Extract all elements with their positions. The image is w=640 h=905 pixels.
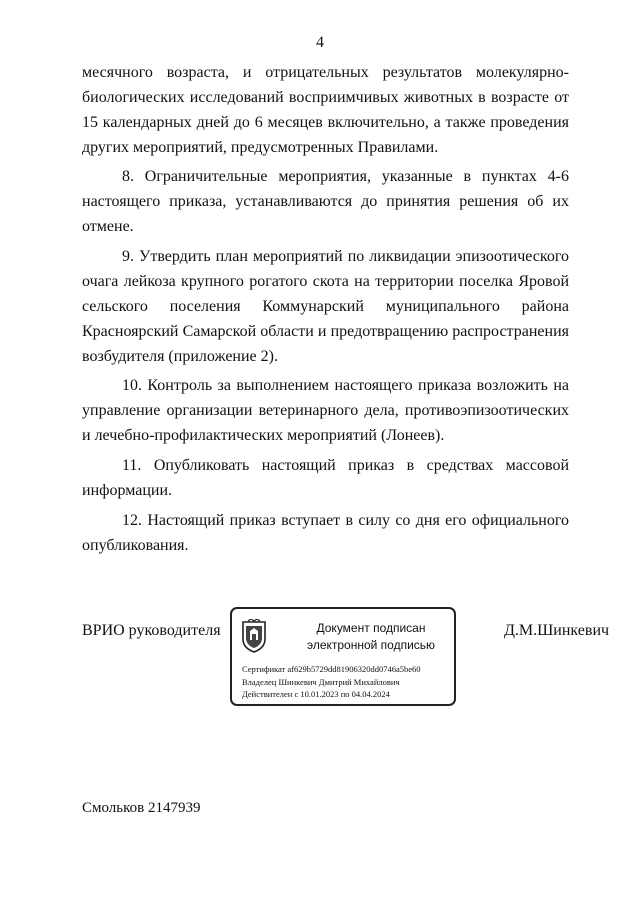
document-body [82, 60, 569, 558]
stamp-title-line-1: Документ подписан [316, 621, 426, 635]
paragraph-11: 11. Опубликовать настоящий приказ в средствах массовой информации. [82, 457, 569, 499]
stamp-details [242, 663, 421, 701]
stamp-certificate: Сертификат af629b5729dd81906320dd0746a5be60 [242, 664, 421, 674]
stamp-validity: Действителен с 10.01.2023 по 04.04.2024 [242, 689, 390, 699]
signer-position: ВРИО руководителя [82, 622, 221, 639]
stamp-title-line-2: электронной подписью [306, 638, 436, 652]
coat-of-arms-icon [241, 619, 267, 653]
page-number: 4 [316, 34, 324, 51]
paragraph-10: 10. Контроль за выполнением настоящего приказа возложить на управление организации ветеринарного дела, противоэпизоотических и лечебно-профилактических мероприятий (Лонеев). [82, 377, 569, 444]
stamp-owner: Владелец Шинкевич Дмитрий Михайлович [242, 676, 400, 687]
paragraph-9: 9. Утвердить план мероприятий по ликвидации эпизоотического очага лейкоза крупного рогатого скота на территории поселка Яровой сельского поселения Коммунарский муниципального района Красноярский Самарской области и предотвращению распространения возбудителя (приложение 2). [82, 248, 569, 365]
executor-note: Смольков 2147939 [82, 800, 201, 816]
electronic-signature-stamp [230, 607, 456, 706]
stamp-title [290, 620, 452, 654]
signer-name: Д.М.Шинкевич [504, 622, 610, 639]
paragraph-continued: месячного возраста, и отрицательных результатов молекулярно-биологических исследований восприимчивых животных в возрасте от 15 календарных дней до 6 месяцев включительно, а также проведения других мероприятий, предусмотренных Правилами. [82, 64, 569, 156]
paragraph-12: 12. Настоящий приказ вступает в силу со дня его официального опубликования. [82, 512, 569, 554]
paragraph-8: 8. Ограничительные мероприятия, указанные в пунктах 4-6 настоящего приказа, устанавливаются до принятия решения об их отмене. [82, 168, 569, 235]
